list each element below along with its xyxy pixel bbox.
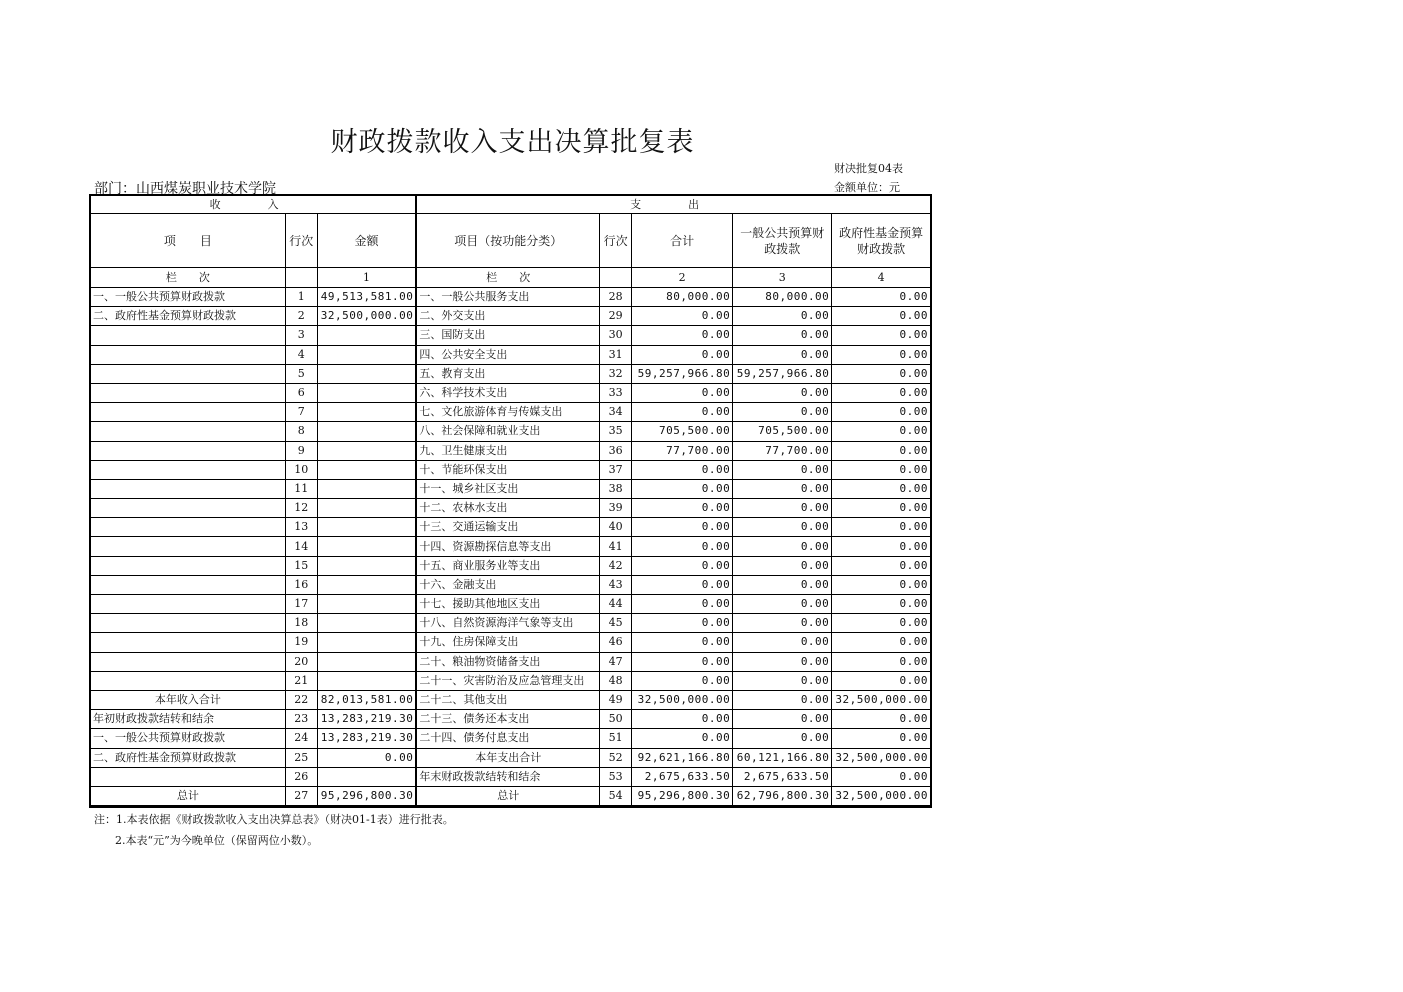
general-budget-amount: 0.00 — [733, 403, 832, 422]
expense-row-no: 52 — [600, 748, 632, 767]
table-row — [90, 441, 931, 460]
income-item — [90, 422, 285, 441]
expense-row-no: 31 — [600, 345, 632, 364]
general-budget-amount: 0.00 — [733, 575, 832, 594]
income-row-no: 15 — [285, 556, 317, 575]
gov-fund-amount: 0.00 — [832, 575, 931, 594]
income-row-no: 8 — [285, 422, 317, 441]
general-budget-amount: 0.00 — [733, 556, 832, 575]
expense-item: 十四、资源勘探信息等支出 — [416, 537, 599, 556]
gov-fund-amount: 0.00 — [832, 556, 931, 575]
income-amount — [317, 614, 416, 633]
gov-fund-amount: 0.00 — [832, 633, 931, 652]
income-amount: 0.00 — [317, 748, 416, 767]
income-row-no: 22 — [285, 690, 317, 709]
income-item — [90, 652, 285, 671]
income-item: 二、政府性基金预算财政拨款 — [90, 748, 285, 767]
income-row-no: 20 — [285, 652, 317, 671]
general-budget-amount: 2,675,633.50 — [733, 767, 832, 786]
expense-item: 二十、粮油物资储备支出 — [416, 652, 599, 671]
income-item — [90, 614, 285, 633]
expense-row-no: 43 — [600, 575, 632, 594]
income-row-no: 21 — [285, 671, 317, 690]
gov-fund-amount: 32,500,000.00 — [832, 690, 931, 709]
gov-fund-amount: 0.00 — [832, 518, 931, 537]
income-amount: 49,513,581.00 — [317, 288, 416, 307]
expense-item: 十六、金融支出 — [416, 575, 599, 594]
gov-fund-amount: 0.00 — [832, 364, 931, 383]
income-item — [90, 441, 285, 460]
general-budget-amount: 0.00 — [733, 729, 832, 748]
gov-fund-amount: 0.00 — [832, 614, 931, 633]
income-item — [90, 518, 285, 537]
expense-row-no: 37 — [600, 460, 632, 479]
income-row-no: 3 — [285, 326, 317, 345]
note-1: 注：1.本表依据《财政拨款收入支出决算总表》（财决01-1表）进行批表。 — [94, 813, 454, 826]
expense-row-no: 36 — [600, 441, 632, 460]
general-budget-amount: 0.00 — [733, 518, 832, 537]
income-amount — [317, 595, 416, 614]
table-row — [90, 595, 931, 614]
general-budget-amount: 0.00 — [733, 690, 832, 709]
income-row-no: 25 — [285, 748, 317, 767]
expense-item: 十九、住房保障支出 — [416, 633, 599, 652]
income-item — [90, 556, 285, 575]
header-row-no: 行次 — [285, 214, 317, 268]
expense-item: 本年支出合计 — [416, 748, 599, 767]
header-total: 合计 — [632, 214, 733, 268]
income-amount — [317, 403, 416, 422]
table-row — [90, 364, 931, 383]
expense-total: 0.00 — [632, 403, 733, 422]
general-budget-amount: 0.00 — [733, 671, 832, 690]
expense-total: 0.00 — [632, 729, 733, 748]
expense-row-no: 29 — [600, 307, 632, 326]
gov-fund-amount: 0.00 — [832, 326, 931, 345]
table-row — [90, 326, 931, 345]
expense-item: 九、卫生健康支出 — [416, 441, 599, 460]
expense-item: 十一、城乡社区支出 — [416, 479, 599, 498]
expense-item: 十七、援助其他地区支出 — [416, 595, 599, 614]
income-row-no: 19 — [285, 633, 317, 652]
expense-total: 77,700.00 — [632, 441, 733, 460]
gov-fund-amount: 0.00 — [832, 729, 931, 748]
general-budget-amount: 77,700.00 — [733, 441, 832, 460]
expense-total: 0.00 — [632, 537, 733, 556]
expense-row-no: 44 — [600, 595, 632, 614]
income-row-no: 14 — [285, 537, 317, 556]
income-amount — [317, 326, 416, 345]
income-item — [90, 383, 285, 402]
income-amount — [317, 364, 416, 383]
expense-total: 0.00 — [632, 633, 733, 652]
expense-row-no: 34 — [600, 403, 632, 422]
header-general-budget: 一般公共预算财政拨款 — [733, 214, 832, 268]
expense-item: 三、国防支出 — [416, 326, 599, 345]
colno-label-2: 栏 次 — [416, 268, 599, 288]
general-budget-amount: 0.00 — [733, 307, 832, 326]
expense-total: 92,621,166.80 — [632, 748, 733, 767]
income-section-label: 收 入 — [90, 195, 416, 214]
gov-fund-amount: 0.00 — [832, 652, 931, 671]
expense-row-no: 32 — [600, 364, 632, 383]
general-budget-amount: 0.00 — [733, 383, 832, 402]
gov-fund-amount: 0.00 — [832, 288, 931, 307]
income-item: 二、政府性基金预算财政拨款 — [90, 307, 285, 326]
expense-row-no: 39 — [600, 499, 632, 518]
expense-total: 32,500,000.00 — [632, 690, 733, 709]
expense-section-label: 支 出 — [416, 195, 931, 214]
income-row-no: 26 — [285, 767, 317, 786]
income-item — [90, 671, 285, 690]
table-row — [90, 575, 931, 594]
expense-row-no: 28 — [600, 288, 632, 307]
expense-item: 四、公共安全支出 — [416, 345, 599, 364]
income-row-no: 2 — [285, 307, 317, 326]
header-func-item: 项目（按功能分类） — [416, 214, 599, 268]
income-row-no: 7 — [285, 403, 317, 422]
income-row-no: 9 — [285, 441, 317, 460]
table-row — [90, 383, 931, 402]
expense-row-no: 48 — [600, 671, 632, 690]
income-row-no: 12 — [285, 499, 317, 518]
table-row — [90, 403, 931, 422]
general-budget-amount: 0.00 — [733, 652, 832, 671]
income-item — [90, 595, 285, 614]
header-row-no-2: 行次 — [600, 214, 632, 268]
income-amount — [317, 556, 416, 575]
expense-total: 59,257,966.80 — [632, 364, 733, 383]
general-budget-amount: 0.00 — [733, 537, 832, 556]
income-amount — [317, 652, 416, 671]
expense-row-no: 53 — [600, 767, 632, 786]
gov-fund-amount: 0.00 — [832, 537, 931, 556]
income-item: 总计 — [90, 786, 285, 806]
expense-total: 0.00 — [632, 652, 733, 671]
income-row-no: 11 — [285, 479, 317, 498]
income-item: 本年收入合计 — [90, 690, 285, 709]
income-amount: 32,500,000.00 — [317, 307, 416, 326]
expense-total: 705,500.00 — [632, 422, 733, 441]
income-item: 一、一般公共预算财政拨款 — [90, 729, 285, 748]
expense-item: 十三、交通运输支出 — [416, 518, 599, 537]
income-amount — [317, 479, 416, 498]
income-item — [90, 364, 285, 383]
general-budget-amount: 59,257,966.80 — [733, 364, 832, 383]
colno-empty — [285, 268, 317, 288]
income-amount: 95,296,800.30 — [317, 786, 416, 806]
income-row-no: 24 — [285, 729, 317, 748]
expense-row-no: 45 — [600, 614, 632, 633]
colno-1: 1 — [317, 268, 416, 288]
general-budget-amount: 705,500.00 — [733, 422, 832, 441]
expense-item: 一、一般公共服务支出 — [416, 288, 599, 307]
expense-item: 二、外交支出 — [416, 307, 599, 326]
table-row — [90, 288, 931, 307]
expense-total: 0.00 — [632, 499, 733, 518]
expense-total: 0.00 — [632, 575, 733, 594]
table-row — [90, 499, 931, 518]
income-item — [90, 460, 285, 479]
expense-item: 二十二、其他支出 — [416, 690, 599, 709]
gov-fund-amount: 0.00 — [832, 441, 931, 460]
expense-total: 0.00 — [632, 326, 733, 345]
expense-item: 十八、自然资源海洋气象等支出 — [416, 614, 599, 633]
income-row-no: 27 — [285, 786, 317, 806]
income-amount — [317, 383, 416, 402]
income-amount — [317, 671, 416, 690]
expense-total: 0.00 — [632, 710, 733, 729]
expense-row-no: 30 — [600, 326, 632, 345]
expense-total: 0.00 — [632, 595, 733, 614]
expense-total: 95,296,800.30 — [632, 786, 733, 806]
gov-fund-amount: 0.00 — [832, 710, 931, 729]
gov-fund-amount: 0.00 — [832, 345, 931, 364]
colno-label: 栏 次 — [90, 268, 285, 288]
expense-total: 0.00 — [632, 479, 733, 498]
table-row — [90, 729, 931, 748]
income-item: 一、一般公共预算财政拨款 — [90, 288, 285, 307]
expense-row-no: 49 — [600, 690, 632, 709]
gov-fund-amount: 0.00 — [832, 767, 931, 786]
expense-total: 0.00 — [632, 383, 733, 402]
general-budget-amount: 0.00 — [733, 633, 832, 652]
expense-item: 五、教育支出 — [416, 364, 599, 383]
income-amount — [317, 518, 416, 537]
colno-3: 3 — [733, 268, 832, 288]
income-amount: 82,013,581.00 — [317, 690, 416, 709]
header-amount: 金额 — [317, 214, 416, 268]
expense-row-no: 54 — [600, 786, 632, 806]
income-item — [90, 479, 285, 498]
expense-total: 0.00 — [632, 556, 733, 575]
expense-row-no: 42 — [600, 556, 632, 575]
expense-item: 总计 — [416, 786, 599, 806]
expense-row-no: 41 — [600, 537, 632, 556]
table-row — [90, 767, 931, 786]
expense-item: 六、科学技术支出 — [416, 383, 599, 402]
income-amount — [317, 575, 416, 594]
expense-row-no: 47 — [600, 652, 632, 671]
general-budget-amount: 0.00 — [733, 479, 832, 498]
income-amount — [317, 633, 416, 652]
table-row — [90, 671, 931, 690]
income-row-no: 17 — [285, 595, 317, 614]
income-row-no: 16 — [285, 575, 317, 594]
section-header-row — [90, 195, 931, 214]
expense-row-no: 46 — [600, 633, 632, 652]
expense-item: 二十三、债务还本支出 — [416, 710, 599, 729]
department-label: 部门：山西煤炭职业技术学院 — [94, 181, 276, 197]
income-amount — [317, 537, 416, 556]
form-number: 财决批复04表 — [834, 162, 903, 175]
expense-total: 0.00 — [632, 460, 733, 479]
table-row — [90, 460, 931, 479]
income-amount — [317, 460, 416, 479]
general-budget-amount: 0.00 — [733, 614, 832, 633]
table-row — [90, 786, 931, 806]
income-amount: 13,283,219.30 — [317, 729, 416, 748]
amount-unit: 金额单位：元 — [834, 181, 900, 194]
general-budget-amount: 0.00 — [733, 345, 832, 364]
general-budget-amount: 62,796,800.30 — [733, 786, 832, 806]
income-item — [90, 633, 285, 652]
expense-item: 十二、农林水支出 — [416, 499, 599, 518]
table-row — [90, 537, 931, 556]
income-row-no: 4 — [285, 345, 317, 364]
expense-total: 0.00 — [632, 518, 733, 537]
gov-fund-amount: 0.00 — [832, 403, 931, 422]
table-row — [90, 614, 931, 633]
gov-fund-amount: 32,500,000.00 — [832, 786, 931, 806]
general-budget-amount: 80,000.00 — [733, 288, 832, 307]
table-row — [90, 422, 931, 441]
income-item — [90, 575, 285, 594]
gov-fund-amount: 0.00 — [832, 422, 931, 441]
column-number-row — [90, 268, 931, 288]
gov-fund-amount: 0.00 — [832, 479, 931, 498]
table-row — [90, 518, 931, 537]
income-amount — [317, 422, 416, 441]
colno-2: 2 — [632, 268, 733, 288]
income-item — [90, 403, 285, 422]
expense-row-no: 38 — [600, 479, 632, 498]
income-item — [90, 345, 285, 364]
colno-4: 4 — [832, 268, 931, 288]
general-budget-amount: 0.00 — [733, 595, 832, 614]
general-budget-amount: 0.00 — [733, 326, 832, 345]
gov-fund-amount: 0.00 — [832, 460, 931, 479]
table-row — [90, 556, 931, 575]
note-2: 2.本表“元”为今晚单位（保留两位小数）。 — [115, 834, 319, 847]
gov-fund-amount: 32,500,000.00 — [832, 748, 931, 767]
income-row-no: 23 — [285, 710, 317, 729]
table-row — [90, 690, 931, 709]
expense-item: 二十一、灾害防治及应急管理支出 — [416, 671, 599, 690]
income-item — [90, 499, 285, 518]
general-budget-amount: 0.00 — [733, 710, 832, 729]
table-row — [90, 345, 931, 364]
header-gov-fund: 政府性基金预算财政拨款 — [832, 214, 931, 268]
table-row — [90, 748, 931, 767]
table-row — [90, 652, 931, 671]
expense-total: 0.00 — [632, 345, 733, 364]
gov-fund-amount: 0.00 — [832, 671, 931, 690]
column-header-row — [90, 214, 931, 268]
income-row-no: 6 — [285, 383, 317, 402]
income-amount — [317, 767, 416, 786]
expense-item: 七、文化旅游体育与传媒支出 — [416, 403, 599, 422]
income-amount — [317, 441, 416, 460]
expense-row-no: 40 — [600, 518, 632, 537]
expense-item: 年末财政拨款结转和结余 — [416, 767, 599, 786]
expense-item: 十五、商业服务业等支出 — [416, 556, 599, 575]
income-amount — [317, 499, 416, 518]
table-row — [90, 710, 931, 729]
gov-fund-amount: 0.00 — [832, 595, 931, 614]
income-row-no: 18 — [285, 614, 317, 633]
expense-item: 十、节能环保支出 — [416, 460, 599, 479]
expense-row-no: 51 — [600, 729, 632, 748]
income-item: 年初财政拨款结转和结余 — [90, 710, 285, 729]
income-row-no: 5 — [285, 364, 317, 383]
table-row — [90, 479, 931, 498]
gov-fund-amount: 0.00 — [832, 499, 931, 518]
approval-table — [89, 194, 932, 808]
page-title: 财政拨款收入支出决算批复表 — [330, 127, 695, 158]
expense-total: 80,000.00 — [632, 288, 733, 307]
income-item — [90, 767, 285, 786]
gov-fund-amount: 0.00 — [832, 383, 931, 402]
colno-empty-2 — [600, 268, 632, 288]
gov-fund-amount: 0.00 — [832, 307, 931, 326]
expense-item: 二十四、债务付息支出 — [416, 729, 599, 748]
expense-row-no: 35 — [600, 422, 632, 441]
expense-item: 八、社会保障和就业支出 — [416, 422, 599, 441]
table-row — [90, 633, 931, 652]
expense-total: 0.00 — [632, 671, 733, 690]
income-row-no: 1 — [285, 288, 317, 307]
income-item — [90, 326, 285, 345]
income-amount: 13,283,219.30 — [317, 710, 416, 729]
table-row — [90, 307, 931, 326]
expense-total: 2,675,633.50 — [632, 767, 733, 786]
general-budget-amount: 0.00 — [733, 460, 832, 479]
general-budget-amount: 0.00 — [733, 499, 832, 518]
header-item: 项 目 — [90, 214, 285, 268]
expense-total: 0.00 — [632, 614, 733, 633]
income-row-no: 10 — [285, 460, 317, 479]
general-budget-amount: 60,121,166.80 — [733, 748, 832, 767]
income-item — [90, 537, 285, 556]
income-amount — [317, 345, 416, 364]
expense-row-no: 33 — [600, 383, 632, 402]
expense-row-no: 50 — [600, 710, 632, 729]
income-row-no: 13 — [285, 518, 317, 537]
expense-total: 0.00 — [632, 307, 733, 326]
